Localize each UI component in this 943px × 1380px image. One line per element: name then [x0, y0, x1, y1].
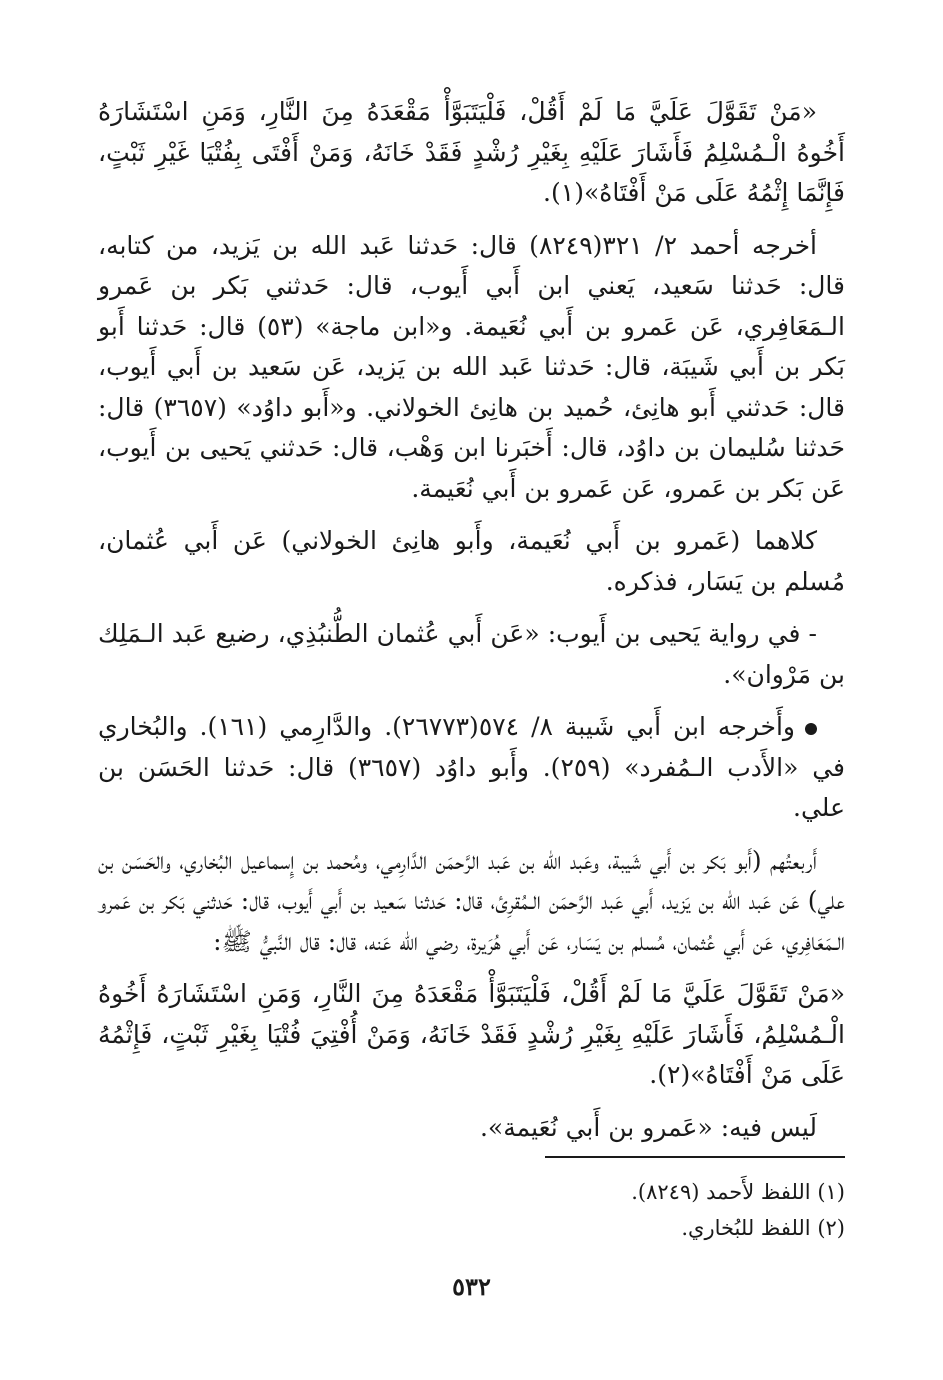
takhrij-paragraph: أخرجه أحمد ٢/ ٣٢١(٨٢٤٩) قال: حَدثنا عَبد الله بن يَزيد، من كتابه، قال: حَدثنا سَعيد، يَعني ابن أَبي أَيوب، قال: حَدثني بَكر بن عَمرو الـمَعَافِري، عَن عَمرو بن أَبي نُعَيمة. و«ابن ماجة» (٥٣) قال: حَدثنا أَبو بَكر بن أَبي شَيبَة، قال: حَدثنا عَبد الله بن يَزيد، عَن سَعيد بن أَبي أَيوب، قال: حَدثني أَبو هانِئ، حُميد بن هانِئ الخولاني. و«أَبو داوُد» (٣٦٥٧) قال: حَدثنا سُليمان بن داوُد، قال: أَخبَرنا ابن وَهْب، قال: حَدثني يَحيى بن أَيوب، عَن بَكر بن عَمرو، عَن عَمرو بن أَبي نُعَيمة. — [98, 230, 845, 503]
isnad-paragraph: أَربعتُهم (أَبو بَكر بن أَبي شَيبة، وعَبد الله بن عَبد الرَّحمَن الدَّارِمي، ومُحمد بن إِسماعيل البُخاري، والحَسَن بن علي) عَن عَبد الله بن يَزيد، أَبي عَبد الرَّحمَن الـمُقرِئ، قال: حَدثنا سَعيد بن أَبي أَيوب، قال: حَدثني بَكر بن عَمرو الـمَعَافِري، عَن أَبي عُثمان، مُسلم بن يَسَار، عَن أَبي هُرَيرة، رضي الله عَنه، قال: قال النَّبيُّ ﷺ: — [98, 845, 845, 956]
bullet-icon — [805, 723, 817, 735]
bullet-text: وأَخرجه ابن أَبي شَيبة ٨/ ٥٧٤(٢٦٧٧٣). والدَّارِمي (١٦١). والبُخاري في «الأَدب الـمُفرد» (٢٥٩). وأَبو داوُد (٣٦٥٧) قال: حَدثنا الحَسَن بن علي. — [98, 712, 845, 822]
footnote-2: (٢) اللفظ للبُخاري. — [681, 1216, 845, 1240]
hadith-text: «مَنْ تَقَوَّلَ عَلَيَّ مَا لَمْ أَقُلْ، فَلْيَتَبَوَّأْ مَقْعَدَهُ مِنَ النَّارِ، وَمَنِ اسْتَشَارَهُ أَخُوهُ الْـمُسْلِمُ فَأَشَارَ عَلَيْهِ بِغَيْرِ رُشْدٍ فَقَدْ خَانَهُ، وَمَنْ أَفْتَى بِفُتْيَا غَيْرِ ثَبْتٍ، فَإِنَّمَا إِثْمُهُ عَلَى مَنْ أَفْتَاهُ»(١). — [98, 97, 845, 207]
hadith-text-second: «مَنْ تَقَوَّلَ عَلَيَّ مَا لَمْ أَقُلْ، فَلْيَتَبَوَّأْ مَقْعَدَهُ مِنَ النَّارِ، وَمَنِ اسْتَشَارَهُ أَخُوهُ الْـمُسْلِمُ، فَأَشَارَ عَلَيْهِ بِغَيْرِ رُشْدٍ فَقَدْ خَانَهُ، وَمَنْ أُفْتِيَ فُتْيَا بِغَيْرِ ثَبْتٍ، فَإِثْمُهُ عَلَى مَنْ أَفْتَاهُ»(٢). — [98, 979, 845, 1089]
footnote-divider — [545, 1156, 845, 1158]
page-number: ٥٣٢ — [452, 1272, 491, 1301]
riwaya-note: - في رواية يَحيى بن أَيوب: «عَن أَبي عُثمان الطُّنبُذِي، رضيع عَبد الـمَلِك بن مَرْوان». — [98, 619, 845, 689]
note-paragraph: لَيس فيه: «عَمرو بن أَبي نُعَيمة». — [479, 1112, 817, 1142]
isnad-summary: كلاهما (عَمرو بن أَبي نُعَيمة، وأَبو هانِئ الخولاني) عَن أَبي عُثمان، مُسلم بن يَسَار، فذكره. — [98, 526, 845, 596]
page-body — [98, 92, 845, 1160]
footnotes — [545, 1156, 845, 1246]
footnote-1: (١) اللفظ لأَحمد (٨٢٤٩). — [631, 1180, 845, 1204]
bullet-paragraph — [98, 707, 845, 829]
